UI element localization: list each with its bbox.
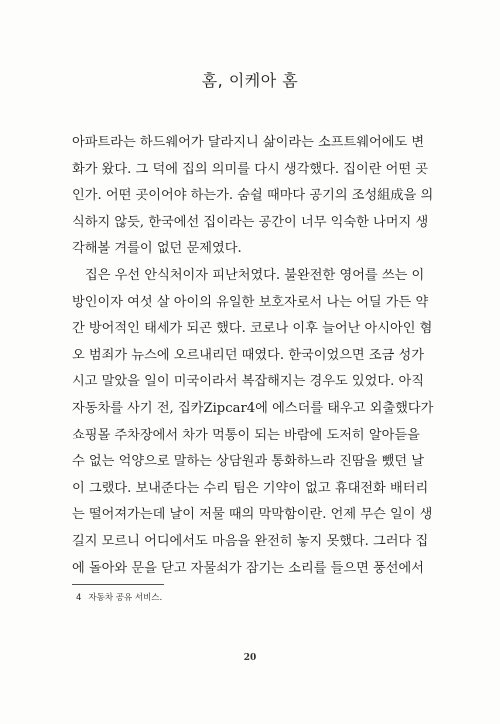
footnote (76, 591, 162, 603)
text-line: 에 돌아와 문을 닫고 자물쇠가 잠기는 소리를 들으면 풍선에서 (72, 560, 425, 576)
text-line: 는 떨어져가는데 날이 저물 때의 막막함이란. 언제 무슨 일이 생 (72, 507, 433, 523)
text-line: 이 그랬다. 보내준다는 수리 팀은 기약이 없고 휴대전화 배터리 (72, 480, 429, 496)
footnote-number: 4 (76, 593, 82, 603)
text-line: 인가. 어떤 곳이어야 하는가. 숨쉴 때마다 공기의 조성組成을 의 (72, 188, 434, 204)
text-line: 수 없는 억양으로 말하는 상담원과 통화하느라 진땀을 뺐던 날 (72, 454, 425, 470)
text-line: 집은 우선 안식처이자 피난처였다. 불완전한 영어를 쓰는 이 (85, 267, 425, 283)
text-line: 길지 모르니 어디에서도 마음을 완전히 놓지 못했다. 그러다 집 (72, 533, 429, 549)
text-line: 아파트라는 하드웨어가 달라지니 삶이라는 소프트웨어에도 변 (72, 135, 425, 150)
body-text (72, 130, 434, 582)
chapter-title: 홈, 이케아 홈 (201, 71, 299, 90)
page-number: 20 (243, 653, 257, 663)
text-line: 쇼핑몰 주차장에서 차가 먹통이 되는 바람에 도저히 알아듣을 (72, 427, 420, 443)
paragraph-2 (72, 263, 434, 582)
text-line: 방인이자 여섯 살 아이의 유일한 보호자로서 나는 어딜 가든 약 (72, 294, 429, 310)
footnote-text: 자동차 공유 서비스. (88, 593, 163, 603)
text-line: 간 방어적인 태세가 되곤 했다. 코로나 이후 늘어난 아시아인 혐 (72, 321, 433, 337)
text-line: 시고 말았을 일이 미국이라서 복잡해지는 경우도 있었다. 아직 (72, 374, 425, 390)
footnote-divider (72, 584, 164, 585)
text-line: 오 범죄가 뉴스에 오르내리던 때였다. 한국이었으면 조금 성가 (72, 347, 425, 363)
paragraph-1 (72, 130, 434, 263)
text-line: 각해볼 겨를이 없던 문제였다. (72, 241, 242, 257)
text-line: 자동차를 사기 전, 집카Zipcar4에 에스더를 태우고 외출했다가 (72, 400, 434, 416)
text-line: 식하지 않듯, 한국에선 집이라는 공간이 너무 익숙한 나머지 생 (72, 214, 429, 230)
text-line: 화가 왔다. 그 덕에 집의 의미를 다시 생각했다. 집이란 어떤 곳 (72, 161, 429, 177)
